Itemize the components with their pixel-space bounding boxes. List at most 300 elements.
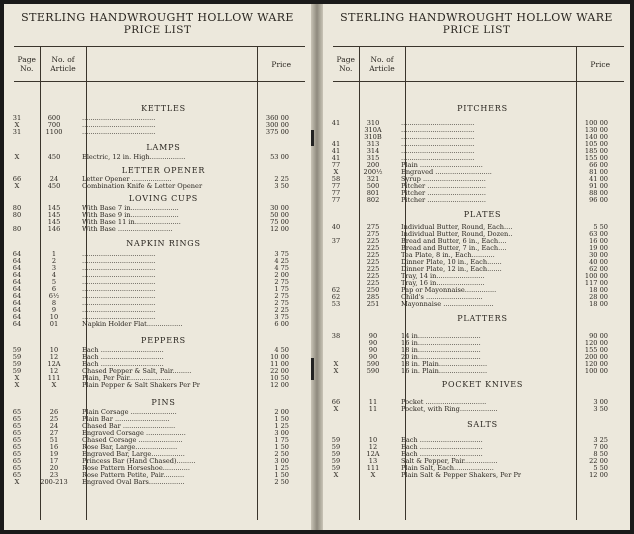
page-no-cell: 59 (331, 450, 341, 458)
table-row (323, 367, 630, 375)
article-no-cell: 450 (47, 153, 61, 161)
article-no-cell: 801 (366, 189, 380, 197)
price-cell: 11 00 (270, 360, 289, 368)
description-cell: ................................... (82, 257, 156, 265)
price-cell: 100 00 (584, 119, 608, 127)
price-cell: 100 00 (584, 272, 608, 280)
article-no-cell: 310A (364, 126, 382, 134)
section-title: PITCHERS (457, 104, 508, 113)
article-no-cell: 310B (364, 133, 382, 141)
price-cell: 41 00 (589, 175, 608, 183)
right-page (323, 4, 630, 530)
price-cell: 2 50 (274, 478, 289, 486)
page-no-cell: 37 (331, 237, 341, 245)
page-no-cell: 65 (12, 436, 22, 444)
price-cell: 3 75 (274, 313, 289, 321)
price-cell: 155 00 (584, 154, 608, 162)
description-cell: With Base .......................... (82, 225, 173, 233)
article-no-cell: 225 (366, 279, 380, 287)
right-subtitle: PRICE LIST (442, 24, 511, 36)
page-no-cell: X (333, 471, 339, 479)
price-cell: 12 00 (270, 225, 289, 233)
page-no-cell: 41 (331, 147, 341, 155)
price-cell: 2 75 (274, 299, 289, 307)
page-no-cell: 65 (12, 471, 22, 479)
article-no-cell: 590 (366, 367, 380, 375)
price-cell: 140 00 (584, 133, 608, 141)
page-no-cell: 62 (331, 293, 341, 301)
price-cell: 6 00 (274, 320, 289, 328)
description-cell: Rose Bar, Large.................... (82, 443, 178, 451)
table-row (323, 196, 630, 204)
price-cell: 96 00 (589, 196, 608, 204)
price-cell: 300 00 (265, 121, 289, 129)
description-cell: Chased Pepper & Salt, Pair......... (82, 367, 192, 375)
description-cell: Tea Plate, 8 in., Each........... (401, 251, 495, 259)
page-no-cell: 64 (12, 292, 22, 300)
price-cell: 18 00 (589, 286, 608, 294)
description-cell: Dinner Plate, 10 in., Each....... (401, 258, 502, 266)
description-cell: Combination Knife & Letter Opener (82, 182, 203, 190)
price-cell: 1 75 (274, 436, 289, 444)
article-no-cell: 450 (47, 182, 61, 190)
description-cell: Each .............................. (82, 360, 164, 368)
price-cell: 18 00 (589, 300, 608, 308)
page-no-cell: 77 (331, 189, 341, 197)
page-no-cell: 31 (12, 114, 22, 122)
price-cell: 2 25 (274, 306, 289, 314)
page-no-cell: 59 (12, 360, 22, 368)
page-no-cell: 77 (331, 182, 341, 190)
article-no-cell: 275 (366, 223, 380, 231)
page-no-cell: 59 (12, 353, 22, 361)
page-no-cell: 65 (12, 464, 22, 472)
description-cell: ................................... (82, 121, 156, 129)
page-no-cell: 65 (12, 443, 22, 451)
description-cell: ................................... (82, 299, 156, 307)
article-no-cell: 13 (368, 457, 378, 465)
price-cell: 2 75 (274, 278, 289, 286)
article-no-cell: 90 (368, 346, 378, 354)
price-cell: 28 00 (589, 293, 608, 301)
col-page-no: Page No. (333, 47, 359, 82)
price-cell: 185 00 (584, 147, 608, 155)
description-cell: Tray, 14 in....................... (401, 272, 485, 280)
price-cell: 200 00 (584, 353, 608, 361)
price-cell: 81 00 (589, 168, 608, 176)
section-title: PLATTERS (457, 314, 508, 323)
article-no-cell: X (370, 471, 376, 479)
article-no-cell: 6 (51, 285, 57, 293)
price-cell: 4 75 (274, 264, 289, 272)
price-cell: 12 00 (589, 471, 608, 479)
price-cell: 105 00 (584, 140, 608, 148)
description-cell: Each .............................. (401, 450, 483, 458)
article-no-cell: 24 (49, 175, 59, 183)
article-no-cell: 700 (47, 121, 61, 129)
page-no-cell: 77 (331, 196, 341, 204)
description-cell: 18 in. Plain....................... (401, 360, 488, 368)
price-cell: 3 50 (274, 182, 289, 190)
page-no-cell: 65 (12, 415, 22, 423)
description-cell: Electric, 12 in. High................. (82, 153, 186, 161)
page-no-cell: 64 (12, 285, 22, 293)
page-no-cell: X (14, 153, 20, 161)
description-cell: 18 in.............................. (401, 346, 481, 354)
price-cell: 2 25 (274, 175, 289, 183)
page-no-cell: X (333, 360, 339, 368)
article-no-cell: 200 (366, 161, 380, 169)
description-cell: Engraved Oval Bars................. (82, 478, 185, 486)
description-cell: Plain Salt, Each................... (401, 464, 494, 472)
price-cell: 66 00 (589, 161, 608, 169)
left-page (4, 4, 311, 530)
col-price: Price (257, 47, 305, 82)
description-cell: Pap or Mayonnaise............... (401, 286, 497, 294)
article-no-cell: 12A (47, 360, 61, 368)
page-no-cell: 64 (12, 313, 22, 321)
article-no-cell: 12 (49, 367, 59, 375)
right-header (323, 12, 630, 36)
article-no-cell: 145 (47, 204, 61, 212)
article-no-cell: 200½ (363, 168, 383, 176)
price-cell: 1 50 (274, 415, 289, 423)
page-no-cell: 66 (331, 398, 341, 406)
description-cell: ................................... (82, 292, 156, 300)
article-no-cell: 20 (49, 464, 59, 472)
price-cell: 130 00 (584, 126, 608, 134)
description-cell: Princess Bar (Hand Chased)......... (82, 457, 196, 465)
page-no-cell: 65 (12, 408, 22, 416)
description-cell: Each .............................. (82, 353, 164, 361)
article-no-cell: X (51, 381, 57, 389)
table-row (4, 225, 311, 233)
description-cell: 14 in.............................. (401, 332, 481, 340)
description-cell: Bread and Butter, 7 in., Each.... (401, 244, 507, 252)
article-no-cell: 145 (47, 211, 61, 219)
page-no-cell: 66 (12, 175, 22, 183)
table-row (4, 381, 311, 389)
col-description (86, 47, 257, 82)
page-no-cell: 64 (12, 299, 22, 307)
price-cell: 16 00 (589, 237, 608, 245)
description-cell: ................................... (401, 133, 475, 141)
description-cell: ................................... (82, 250, 156, 258)
article-no-cell: 3 (51, 264, 57, 272)
page-no-cell: 58 (331, 175, 341, 183)
article-no-cell: 225 (366, 265, 380, 273)
price-cell: 3 25 (593, 436, 608, 444)
description-cell: Engraved Corsage ................... (82, 429, 186, 437)
article-no-cell: 17 (49, 457, 59, 465)
article-no-cell: 51 (49, 436, 59, 444)
price-cell: 1 50 (274, 443, 289, 451)
article-no-cell: 5 (51, 278, 57, 286)
price-cell: 40 00 (589, 258, 608, 266)
price-cell: 117 00 (584, 279, 608, 287)
description-cell: ................................... (82, 313, 156, 321)
section-title: LETTER OPENER (121, 166, 206, 175)
article-no-cell: 12 (368, 443, 378, 451)
article-no-cell: 27 (49, 429, 59, 437)
page-no-cell: 59 (331, 457, 341, 465)
table-row (4, 478, 311, 486)
page-no-cell: X (333, 367, 339, 375)
page-no-cell: 65 (12, 457, 22, 465)
price-cell: 5 50 (593, 223, 608, 231)
article-no-cell: 23 (49, 471, 59, 479)
description-cell: ................................... (82, 114, 156, 122)
description-cell: With Base 7 in....................... (82, 204, 179, 212)
article-no-cell: 11 (368, 405, 378, 413)
article-no-cell: 146 (47, 225, 61, 233)
table-row (323, 471, 630, 479)
price-cell: 360 00 (265, 114, 289, 122)
description-cell: Mayonnaise ........................ (401, 300, 494, 308)
description-cell: ................................... (82, 128, 156, 136)
description-cell: Pocket ............................. (401, 398, 487, 406)
price-cell: 4 25 (274, 257, 289, 265)
page-no-cell: 64 (12, 257, 22, 265)
price-cell: 5 50 (593, 464, 608, 472)
article-no-cell: 225 (366, 258, 380, 266)
description-cell: ................................... (401, 126, 475, 134)
article-no-cell: 310 (366, 119, 380, 127)
article-no-cell: 145 (47, 218, 61, 226)
description-cell: Individual Butter, Round, Each.... (401, 223, 513, 231)
article-no-cell: 225 (366, 237, 380, 245)
article-no-cell: 10 (49, 346, 59, 354)
page-no-cell: 40 (331, 223, 341, 231)
article-no-cell: 321 (366, 175, 380, 183)
page-no-cell: 65 (12, 429, 22, 437)
article-no-cell: 9 (51, 306, 57, 314)
description-cell: Bread and Butter, 6 in., Each.... (401, 237, 507, 245)
article-no-cell: 285 (366, 293, 380, 301)
price-cell: 90 00 (589, 332, 608, 340)
page-no-cell: 31 (12, 128, 22, 136)
article-no-cell: 11 (368, 398, 378, 406)
article-no-cell: 90 (368, 332, 378, 340)
table-row (323, 300, 630, 308)
page-no-cell: X (14, 121, 20, 129)
price-cell: 120 00 (584, 360, 608, 368)
description-cell: Chased Corsage ..................... (82, 436, 183, 444)
col-page-no: Page No. (14, 47, 40, 82)
article-no-cell: 313 (366, 140, 380, 148)
section-title: LAMPS (146, 143, 181, 152)
section-title: KETTLES (141, 104, 186, 113)
page-no-cell: X (14, 374, 20, 382)
article-no-cell: 10 (49, 313, 59, 321)
description-cell: Individual Butter, Round, Dozen.. (401, 230, 513, 238)
article-no-cell: 1100 (45, 128, 63, 136)
article-no-cell: 6½ (48, 292, 60, 300)
description-cell: Child's ........................... (401, 293, 483, 301)
page-no-cell: X (333, 405, 339, 413)
description-cell: Plain .............................. (401, 161, 483, 169)
price-cell: 2 00 (274, 408, 289, 416)
price-cell: 30 00 (589, 251, 608, 259)
article-no-cell: 01 (49, 320, 59, 328)
price-cell: 91 00 (589, 182, 608, 190)
description-cell: ................................... (82, 264, 156, 272)
description-cell: ................................... (82, 306, 156, 314)
article-no-cell: 8 (51, 299, 57, 307)
price-cell: 120 00 (584, 339, 608, 347)
price-cell: 4 50 (274, 346, 289, 354)
page-no-cell: 64 (12, 278, 22, 286)
description-cell: Dinner Plate, 12 in., Each....... (401, 265, 502, 273)
price-cell: 3 50 (593, 405, 608, 413)
price-cell: 1 75 (274, 285, 289, 293)
page-no-cell: X (14, 478, 20, 486)
binding-mark (311, 130, 314, 146)
page-no-cell: 64 (12, 320, 22, 328)
article-no-cell: 111 (47, 374, 61, 382)
price-cell: 7 00 (593, 443, 608, 451)
description-cell: 20 in.............................. (401, 353, 481, 361)
col-price: Price (576, 47, 624, 82)
description-cell: 16 in.............................. (401, 339, 481, 347)
description-cell: Engraved Bar, Large................ (82, 450, 185, 458)
price-cell: 62 00 (589, 265, 608, 273)
description-cell: ................................... (401, 119, 475, 127)
price-cell: 10 00 (270, 353, 289, 361)
article-no-cell: 12 (49, 353, 59, 361)
price-cell: 63 00 (589, 230, 608, 238)
price-cell: 1 50 (274, 471, 289, 479)
article-no-cell: 24 (49, 422, 59, 430)
description-cell: ................................... (401, 147, 475, 155)
page-no-cell: X (14, 381, 20, 389)
article-no-cell: 225 (366, 244, 380, 252)
page-no-cell: 41 (331, 119, 341, 127)
article-no-cell: 315 (366, 154, 380, 162)
price-cell: 2 50 (274, 450, 289, 458)
section-title: POCKET KNIVES (441, 380, 524, 389)
page-no-cell: 41 (331, 154, 341, 162)
table-row (4, 128, 311, 136)
description-cell: Salt & Pepper, Pair................ (401, 457, 498, 465)
article-no-cell: 1 (51, 250, 57, 258)
price-cell: 100 00 (584, 367, 608, 375)
description-cell: Syrup .............................. (401, 175, 486, 183)
article-no-cell: 250 (366, 286, 380, 294)
price-cell: 22 00 (589, 457, 608, 465)
article-no-cell: 225 (366, 251, 380, 259)
article-no-cell: 314 (366, 147, 380, 155)
description-cell: Rose Pattern Horseshoe............. (82, 464, 190, 472)
article-no-cell: 26 (49, 408, 59, 416)
article-no-cell: 225 (366, 272, 380, 280)
table-row (323, 405, 630, 413)
page-no-cell: 62 (331, 286, 341, 294)
price-cell: 3 75 (274, 250, 289, 258)
price-cell: 3 00 (274, 457, 289, 465)
article-no-cell: 251 (366, 300, 380, 308)
article-no-cell: 19 (49, 450, 59, 458)
article-no-cell: 2 (51, 257, 57, 265)
col-description (405, 47, 576, 82)
page-no-cell: 38 (331, 332, 341, 340)
description-cell: Pitcher ............................ (401, 196, 486, 204)
price-cell: 1 25 (274, 422, 289, 430)
page-no-cell: 59 (12, 367, 22, 375)
table-row (4, 182, 311, 190)
description-cell: Chased Bar ......................... (82, 422, 176, 430)
description-cell: Letter Opener ................... (82, 175, 172, 183)
page-no-cell: 64 (12, 306, 22, 314)
page-no-cell: 59 (331, 436, 341, 444)
article-no-cell: 16 (49, 443, 59, 451)
article-no-cell: 4 (51, 271, 57, 279)
description-cell: Plain Salt & Pepper Shakers, Per Pr (401, 471, 522, 479)
price-cell: 3 00 (274, 429, 289, 437)
article-no-cell: 10 (368, 436, 378, 444)
description-cell: Plain Bar .......................... (82, 415, 170, 423)
price-cell: 1 25 (274, 464, 289, 472)
page-no-cell: 41 (331, 140, 341, 148)
page-no-cell: 65 (12, 450, 22, 458)
article-no-cell: 90 (368, 353, 378, 361)
price-cell: 75 00 (270, 218, 289, 226)
article-no-cell: 200-213 (40, 478, 68, 486)
article-no-cell: 12A (366, 450, 380, 458)
description-cell: With Base 11 in...................... (82, 218, 181, 226)
left-subtitle: PRICE LIST (123, 24, 192, 36)
section-title: NAPKIN RINGS (126, 239, 201, 248)
price-cell: 12 00 (270, 381, 289, 389)
left-header (4, 12, 311, 36)
article-no-cell: 25 (49, 415, 59, 423)
description-cell: Tray, 16 in....................... (401, 279, 485, 287)
page-no-cell: 59 (331, 464, 341, 472)
price-cell: 88 00 (589, 189, 608, 197)
table-row (4, 320, 311, 328)
description-cell: 16 in. Plain....................... (401, 367, 488, 375)
description-cell: Pitcher ............................ (401, 189, 486, 197)
description-cell: Plain Corsage ...................... (82, 408, 177, 416)
article-no-cell: 590 (366, 360, 380, 368)
section-title: SALTS (467, 420, 498, 429)
section-title: PEPPERS (141, 336, 186, 345)
page-no-cell: 64 (12, 271, 22, 279)
page-no-cell: X (333, 168, 339, 176)
page-no-cell: 80 (12, 225, 22, 233)
price-cell: 2 00 (274, 271, 289, 279)
page-no-cell: 80 (12, 204, 22, 212)
description-cell: ................................... (401, 154, 475, 162)
page-no-cell: 77 (331, 161, 341, 169)
article-no-cell: 500 (366, 182, 380, 190)
page-no-cell: 53 (331, 300, 341, 308)
section-title: PLATES (463, 210, 502, 219)
table-row (4, 153, 311, 161)
price-cell: 2 75 (274, 292, 289, 300)
page-no-cell: 64 (12, 250, 22, 258)
left-title: STERLING HANDWROUGHT HOLLOW WARE (21, 11, 294, 24)
description-cell: Pocket, with Ring.................. (401, 405, 498, 413)
description-cell: Each .............................. (82, 346, 164, 354)
description-cell: Each .............................. (401, 436, 483, 444)
price-cell: 50 00 (270, 211, 289, 219)
article-no-cell: 600 (47, 114, 61, 122)
col-article-no: No. of Article (40, 47, 86, 82)
description-cell: ................................... (82, 278, 156, 286)
description-cell: Engraved ........................... (401, 168, 492, 176)
price-cell: 10 50 (270, 374, 289, 382)
